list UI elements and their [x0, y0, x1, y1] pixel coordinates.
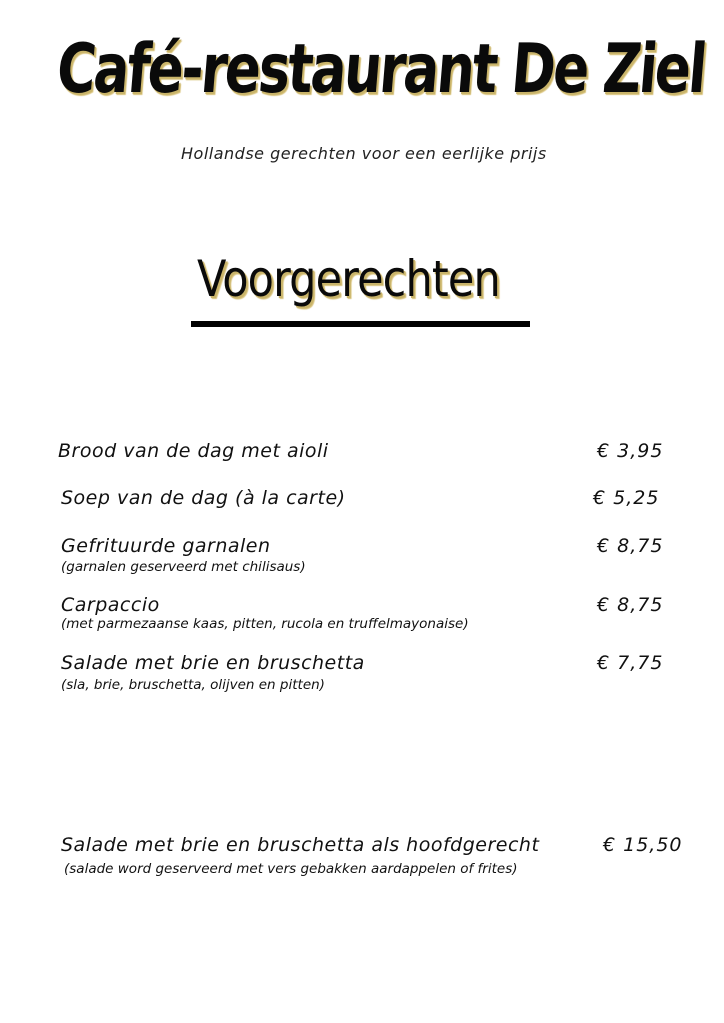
restaurant-title: Café-restaurant De Ziel — [54, 30, 708, 109]
section-divider — [191, 321, 530, 327]
menu-item-name: Carpaccio — [61, 594, 160, 616]
menu-item-description: (salade word geserveerd met vers gebakken aardappelen of frites) — [64, 861, 518, 877]
menu-item-price: € 3,95 — [597, 440, 664, 462]
menu-item-price: € 8,75 — [597, 594, 664, 616]
menu-item-description: (sla, brie, bruschetta, olijven en pitten) — [61, 677, 325, 693]
section-title: Voorgerechten — [197, 250, 500, 308]
menu-item-description: (garnalen geserveerd met chilisaus) — [61, 559, 306, 575]
menu-item-name: Brood van de dag met aioli — [58, 440, 329, 462]
menu-item-price: € 5,25 — [593, 487, 660, 509]
restaurant-subtitle: Hollandse gerechten voor een eerlijke prijs — [181, 144, 547, 163]
menu-item-name: Gefrituurde garnalen — [61, 535, 271, 557]
menu-item-price: € 7,75 — [597, 652, 664, 674]
menu-item-name: Soep van de dag (à la carte) — [61, 487, 346, 509]
menu-item-name: Salade met brie en bruschetta — [61, 652, 365, 674]
menu-item-price: € 8,75 — [597, 535, 664, 557]
menu-item-price: € 15,50 — [603, 834, 683, 856]
menu-item-description: (met parmezaanse kaas, pitten, rucola en truffelmayonaise) — [61, 616, 469, 632]
menu-item-name: Salade met brie en bruschetta als hoofdgerecht — [61, 834, 540, 856]
